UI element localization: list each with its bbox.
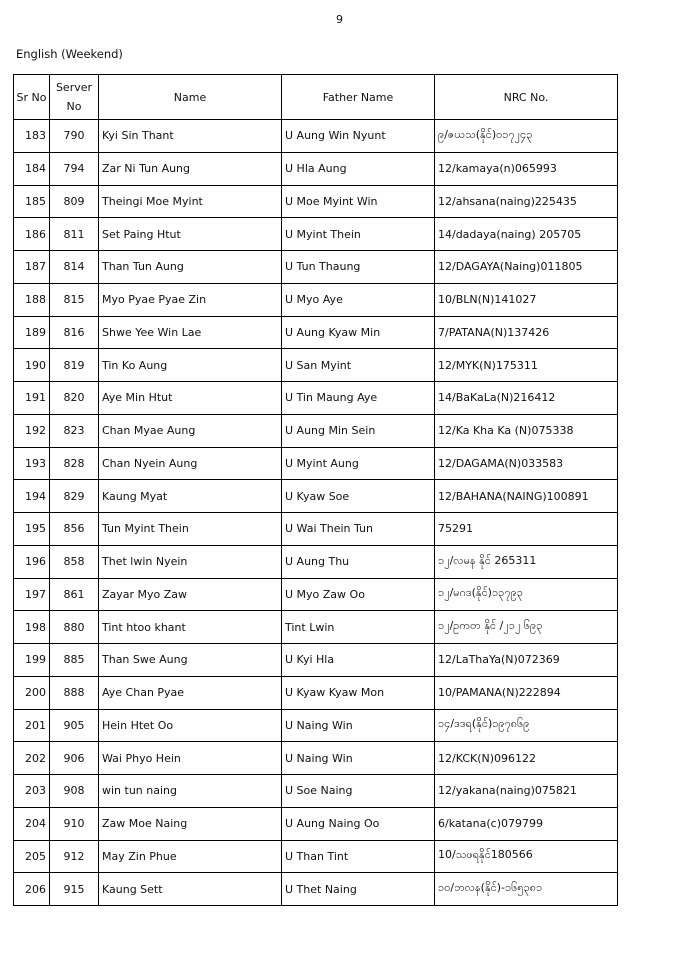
cell-father-name: U Aung Thu bbox=[282, 545, 435, 578]
cell-nrc-no: 12/DAGAYA(Naing)011805 bbox=[435, 251, 618, 284]
cell-sr-no: 188 bbox=[14, 283, 50, 316]
cell-name: Chan Myae Aung bbox=[99, 414, 282, 447]
cell-sr-no: 183 bbox=[14, 120, 50, 153]
cell-father-name: U Kyi Hla bbox=[282, 644, 435, 677]
cell-sr-no: 195 bbox=[14, 513, 50, 546]
roster-body bbox=[14, 120, 618, 906]
cell-name: Tun Myint Thein bbox=[99, 513, 282, 546]
cell-father-name: U Tin Maung Aye bbox=[282, 382, 435, 415]
cell-server-no: 880 bbox=[50, 611, 99, 644]
cell-father-name: U Aung Naing Oo bbox=[282, 807, 435, 840]
cell-sr-no: 204 bbox=[14, 807, 50, 840]
cell-nrc-no: ၁၄/ဒဒရ(နိုင်)၁၉၇၈၆၉ bbox=[435, 709, 618, 742]
cell-server-no: 915 bbox=[50, 873, 99, 906]
cell-server-no: 905 bbox=[50, 709, 99, 742]
header-sr-no: Sr No bbox=[14, 75, 50, 120]
table-row bbox=[14, 218, 618, 251]
table-row bbox=[14, 349, 618, 382]
cell-nrc-no: 10/BLN(N)141027 bbox=[435, 283, 618, 316]
cell-nrc-no: 12/kamaya(n)065993 bbox=[435, 152, 618, 185]
table-header-row bbox=[14, 75, 618, 120]
cell-nrc-no: 6/katana(c)079799 bbox=[435, 807, 618, 840]
cell-server-no: 820 bbox=[50, 382, 99, 415]
cell-father-name: U Myo Zaw Oo bbox=[282, 578, 435, 611]
cell-nrc-no: 14/dadaya(naing) 205705 bbox=[435, 218, 618, 251]
cell-server-no: 906 bbox=[50, 742, 99, 775]
table-row bbox=[14, 807, 618, 840]
cell-father-name: U Myo Aye bbox=[282, 283, 435, 316]
table-row bbox=[14, 447, 618, 480]
table-row bbox=[14, 676, 618, 709]
cell-sr-no: 206 bbox=[14, 873, 50, 906]
cell-name: Chan Nyein Aung bbox=[99, 447, 282, 480]
header-nrc-no: NRC No. bbox=[435, 75, 618, 120]
section-title: English (Weekend) bbox=[16, 47, 123, 61]
table-row bbox=[14, 251, 618, 284]
cell-server-no: 912 bbox=[50, 840, 99, 873]
cell-father-name: U Wai Thein Tun bbox=[282, 513, 435, 546]
cell-father-name: U Moe Myint Win bbox=[282, 185, 435, 218]
cell-name: Shwe Yee Win Lae bbox=[99, 316, 282, 349]
table-row bbox=[14, 873, 618, 906]
cell-sr-no: 202 bbox=[14, 742, 50, 775]
cell-sr-no: 185 bbox=[14, 185, 50, 218]
cell-nrc-no: 14/BaKaLa(N)216412 bbox=[435, 382, 618, 415]
table-row bbox=[14, 644, 618, 677]
cell-father-name: U Naing Win bbox=[282, 709, 435, 742]
cell-server-no: 908 bbox=[50, 775, 99, 808]
cell-server-no: 816 bbox=[50, 316, 99, 349]
cell-father-name: U Aung Min Sein bbox=[282, 414, 435, 447]
cell-name: Than Tun Aung bbox=[99, 251, 282, 284]
cell-nrc-no: 75291 bbox=[435, 513, 618, 546]
cell-server-no: 823 bbox=[50, 414, 99, 447]
cell-father-name: U Than Tint bbox=[282, 840, 435, 873]
cell-nrc-no: ၁၀/ဘလန(နိုင်)-၁၆၅၃၈၁ bbox=[435, 873, 618, 906]
cell-name: Kaung Myat bbox=[99, 480, 282, 513]
cell-name: Tin Ko Aung bbox=[99, 349, 282, 382]
cell-sr-no: 197 bbox=[14, 578, 50, 611]
cell-father-name: U San Myint bbox=[282, 349, 435, 382]
cell-sr-no: 187 bbox=[14, 251, 50, 284]
cell-sr-no: 191 bbox=[14, 382, 50, 415]
cell-server-no: 811 bbox=[50, 218, 99, 251]
cell-name: Aye Min Htut bbox=[99, 382, 282, 415]
cell-father-name: U Kyaw Kyaw Mon bbox=[282, 676, 435, 709]
cell-father-name: U Kyaw Soe bbox=[282, 480, 435, 513]
cell-sr-no: 199 bbox=[14, 644, 50, 677]
table-row bbox=[14, 742, 618, 775]
cell-server-no: 809 bbox=[50, 185, 99, 218]
cell-name: Theingi Moe Myint bbox=[99, 185, 282, 218]
cell-sr-no: 192 bbox=[14, 414, 50, 447]
table-row bbox=[14, 578, 618, 611]
cell-nrc-no: ၁၂/မဂဒ(နိုင်)၁၃၇၉၃ bbox=[435, 578, 618, 611]
cell-server-no: 888 bbox=[50, 676, 99, 709]
header-server-line1: Server bbox=[55, 81, 93, 94]
cell-name: Kaung Sett bbox=[99, 873, 282, 906]
cell-father-name: U Myint Aung bbox=[282, 447, 435, 480]
table-row bbox=[14, 152, 618, 185]
cell-nrc-no: 12/LaThaYa(N)072369 bbox=[435, 644, 618, 677]
cell-sr-no: 203 bbox=[14, 775, 50, 808]
cell-nrc-no: ၁၂/ဥကတ နိုင် /၂၁၂ ၆၉၃ bbox=[435, 611, 618, 644]
cell-sr-no: 184 bbox=[14, 152, 50, 185]
cell-nrc-no: 7/PATANA(N)137426 bbox=[435, 316, 618, 349]
cell-father-name: U Thet Naing bbox=[282, 873, 435, 906]
cell-sr-no: 189 bbox=[14, 316, 50, 349]
cell-sr-no: 193 bbox=[14, 447, 50, 480]
cell-nrc-no: 10/PAMANA(N)222894 bbox=[435, 676, 618, 709]
cell-nrc-no: 12/yakana(naing)075821 bbox=[435, 775, 618, 808]
table-row bbox=[14, 513, 618, 546]
cell-server-no: 861 bbox=[50, 578, 99, 611]
cell-server-no: 819 bbox=[50, 349, 99, 382]
cell-father-name: U Aung Win Nyunt bbox=[282, 120, 435, 153]
cell-nrc-no: 10/သဖရနိုင်180566 bbox=[435, 840, 618, 873]
cell-server-no: 829 bbox=[50, 480, 99, 513]
table-row bbox=[14, 775, 618, 808]
table-row bbox=[14, 382, 618, 415]
table-row bbox=[14, 414, 618, 447]
cell-name: Zar Ni Tun Aung bbox=[99, 152, 282, 185]
cell-nrc-no: 12/KCK(N)096122 bbox=[435, 742, 618, 775]
cell-name: Aye Chan Pyae bbox=[99, 676, 282, 709]
cell-name: Myo Pyae Pyae Zin bbox=[99, 283, 282, 316]
table-row bbox=[14, 709, 618, 742]
cell-nrc-no: ၁၂/လမန နိုင် 265311 bbox=[435, 545, 618, 578]
cell-server-no: 858 bbox=[50, 545, 99, 578]
cell-father-name: U Naing Win bbox=[282, 742, 435, 775]
cell-nrc-no: 12/MYK(N)175311 bbox=[435, 349, 618, 382]
table-row bbox=[14, 480, 618, 513]
cell-name: win tun naing bbox=[99, 775, 282, 808]
cell-server-no: 815 bbox=[50, 283, 99, 316]
table-row bbox=[14, 283, 618, 316]
cell-nrc-no: 12/ahsana(naing)225435 bbox=[435, 185, 618, 218]
cell-name: Zaw Moe Naing bbox=[99, 807, 282, 840]
cell-father-name: U Hla Aung bbox=[282, 152, 435, 185]
cell-server-no: 828 bbox=[50, 447, 99, 480]
cell-sr-no: 205 bbox=[14, 840, 50, 873]
cell-name: May Zin Phue bbox=[99, 840, 282, 873]
cell-name: Kyi Sin Thant bbox=[99, 120, 282, 153]
roster-table bbox=[13, 74, 618, 906]
cell-name: Wai Phyo Hein bbox=[99, 742, 282, 775]
cell-sr-no: 194 bbox=[14, 480, 50, 513]
table-row bbox=[14, 840, 618, 873]
cell-father-name: U Soe Naing bbox=[282, 775, 435, 808]
cell-name: Thet lwin Nyein bbox=[99, 545, 282, 578]
cell-nrc-no: ၉/ဇယသ(နိုင်)၀၁၇၂၄၃ bbox=[435, 120, 618, 153]
cell-sr-no: 198 bbox=[14, 611, 50, 644]
header-father-name: Father Name bbox=[282, 75, 435, 120]
table-row bbox=[14, 316, 618, 349]
table-row bbox=[14, 545, 618, 578]
cell-father-name: U Tun Thaung bbox=[282, 251, 435, 284]
cell-sr-no: 186 bbox=[14, 218, 50, 251]
table-row bbox=[14, 120, 618, 153]
table-row bbox=[14, 611, 618, 644]
cell-server-no: 794 bbox=[50, 152, 99, 185]
cell-sr-no: 196 bbox=[14, 545, 50, 578]
cell-server-no: 856 bbox=[50, 513, 99, 546]
cell-sr-no: 200 bbox=[14, 676, 50, 709]
header-name: Name bbox=[99, 75, 282, 120]
cell-server-no: 910 bbox=[50, 807, 99, 840]
cell-server-no: 885 bbox=[50, 644, 99, 677]
cell-name: Set Paing Htut bbox=[99, 218, 282, 251]
header-server-no bbox=[50, 75, 99, 120]
cell-sr-no: 201 bbox=[14, 709, 50, 742]
header-server-line2: No bbox=[66, 100, 82, 113]
cell-name: Than Swe Aung bbox=[99, 644, 282, 677]
cell-father-name: U Myint Thein bbox=[282, 218, 435, 251]
cell-name: Zayar Myo Zaw bbox=[99, 578, 282, 611]
cell-name: Tint htoo khant bbox=[99, 611, 282, 644]
cell-father-name: U Aung Kyaw Min bbox=[282, 316, 435, 349]
cell-nrc-no: 12/DAGAMA(N)033583 bbox=[435, 447, 618, 480]
cell-nrc-no: 12/Ka Kha Ka (N)075338 bbox=[435, 414, 618, 447]
cell-sr-no: 190 bbox=[14, 349, 50, 382]
page-number: 9 bbox=[336, 13, 343, 26]
cell-server-no: 814 bbox=[50, 251, 99, 284]
cell-name: Hein Htet Oo bbox=[99, 709, 282, 742]
cell-nrc-no: 12/BAHANA(NAING)100891 bbox=[435, 480, 618, 513]
cell-father-name: Tint Lwin bbox=[282, 611, 435, 644]
table-row bbox=[14, 185, 618, 218]
cell-server-no: 790 bbox=[50, 120, 99, 153]
